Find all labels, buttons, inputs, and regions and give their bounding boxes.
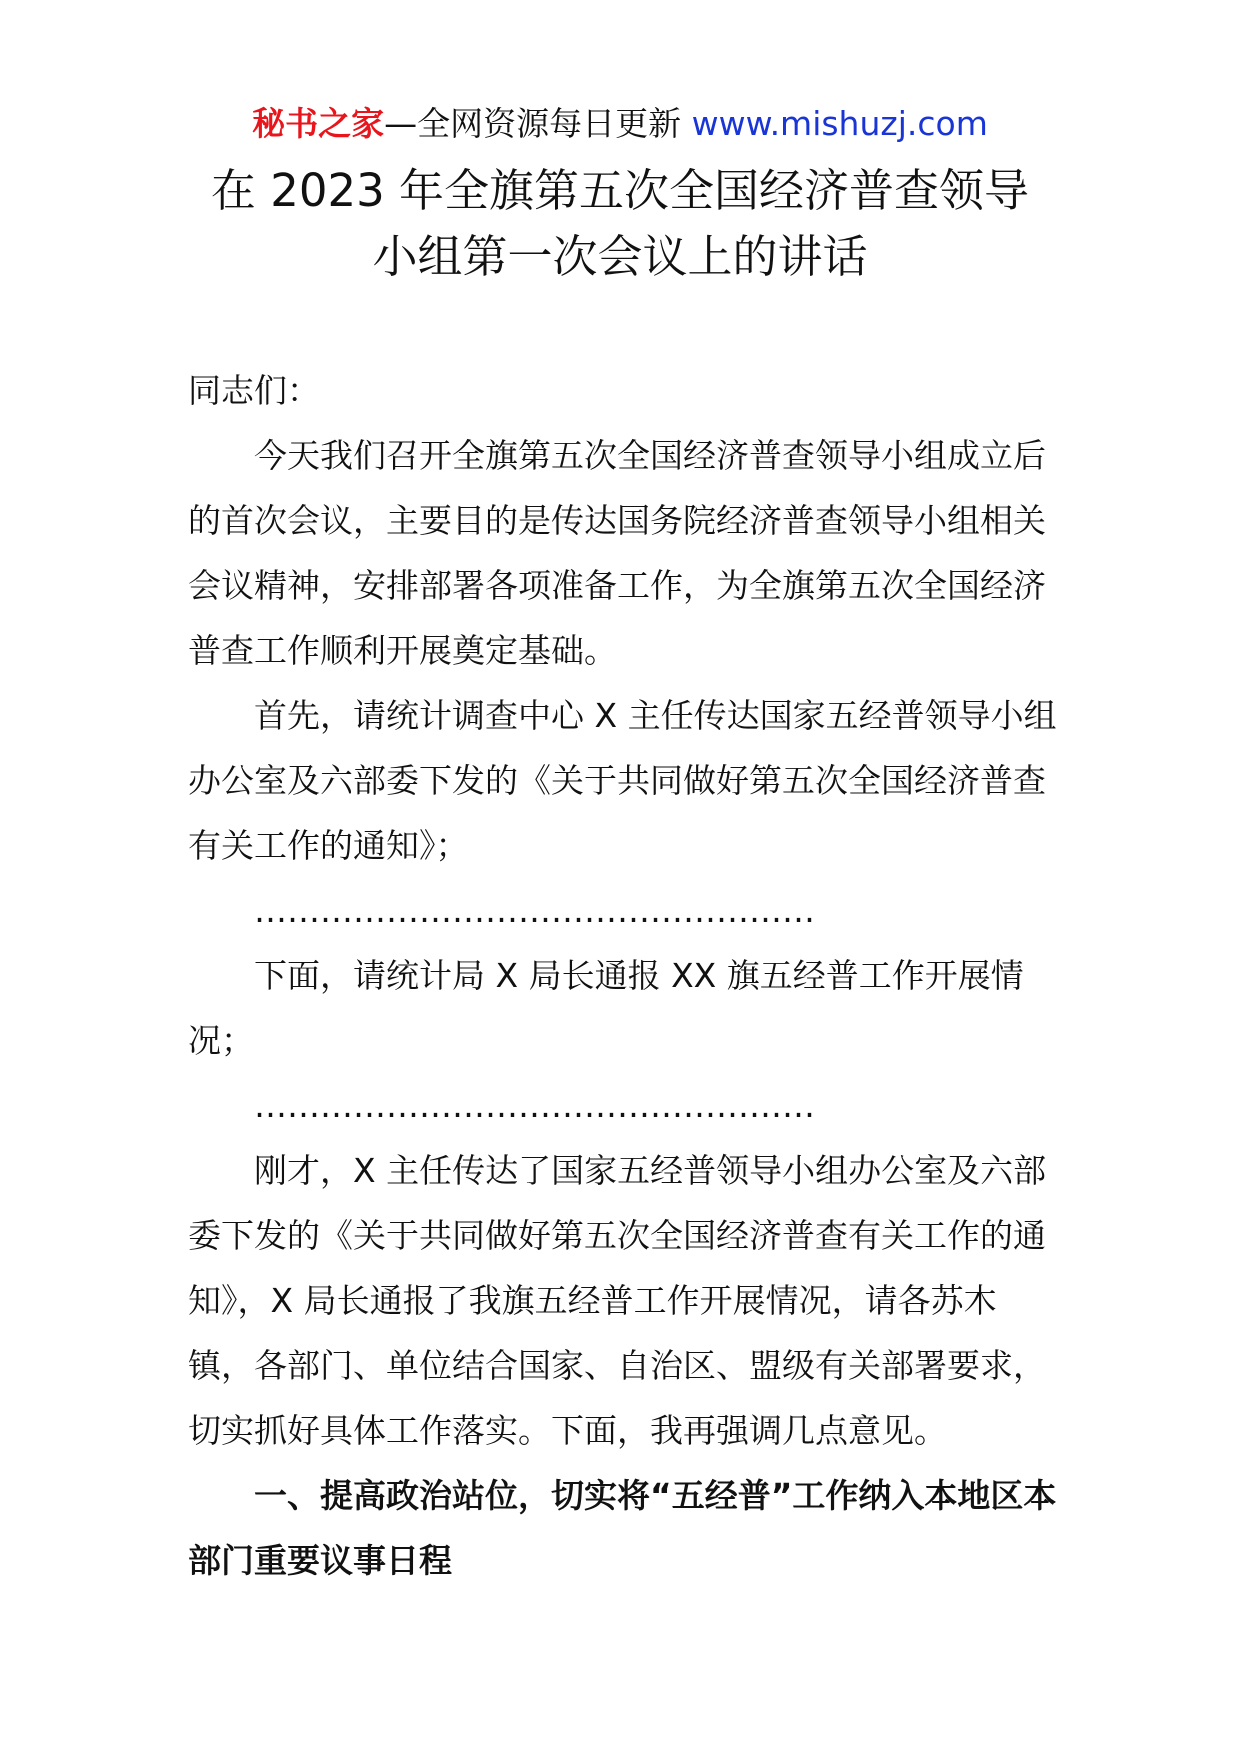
paragraph-summary: 刚才，X 主任传达了国家五经普领导小组办公室及六部委下发的《关于共同做好第五次全国经济普查有关工作的通知》，X 局长通报了我旗五经普工作开展情况，请各苏木镇，各部门、单位结合国家、自治区、盟级有关部署要求，切实抓好具体工作落实。下面，我再强调几点意见。 bbox=[188, 1151, 1047, 1450]
document-body bbox=[188, 358, 1058, 1593]
paragraph-second-item: 下面，请统计局 X 局长通报 XX 旗五经普工作开展情况； bbox=[188, 956, 1024, 1060]
title-line-2: 小组第一次会议上的讲话 bbox=[372, 230, 868, 283]
salutation: 同志们： bbox=[188, 371, 320, 410]
brand-name: 秘书之家 bbox=[252, 104, 385, 143]
ellipsis-1: …………………………………………… bbox=[254, 891, 815, 930]
site-header bbox=[0, 100, 1240, 148]
paragraph-first-item: 首先，请统计调查中心 X 主任传达国家五经普领导小组办公室及六部委下发的《关于共同做好第五次全国经济普查有关工作的通知》； bbox=[188, 696, 1057, 865]
site-url-link[interactable]: www.mishuzj.com bbox=[691, 104, 988, 143]
header-slogan: —全网资源每日更新 bbox=[384, 104, 682, 143]
ellipsis-2: …………………………………………… bbox=[254, 1086, 815, 1125]
paragraph-intro: 今天我们召开全旗第五次全国经济普查领导小组成立后的首次会议，主要目的是传达国务院经济普查领导小组相关会议精神，安排部署各项准备工作，为全旗第五次全国经济普查工作顺利开展奠定基础。 bbox=[188, 436, 1046, 670]
title-line-1: 在 2023 年全旗第五次全国经济普查领导 bbox=[210, 164, 1030, 217]
document-title bbox=[0, 158, 1240, 290]
section-heading-1: 一、提高政治站位，切实将“五经普”工作纳入本地区本部门重要议事日程 bbox=[188, 1476, 1057, 1580]
